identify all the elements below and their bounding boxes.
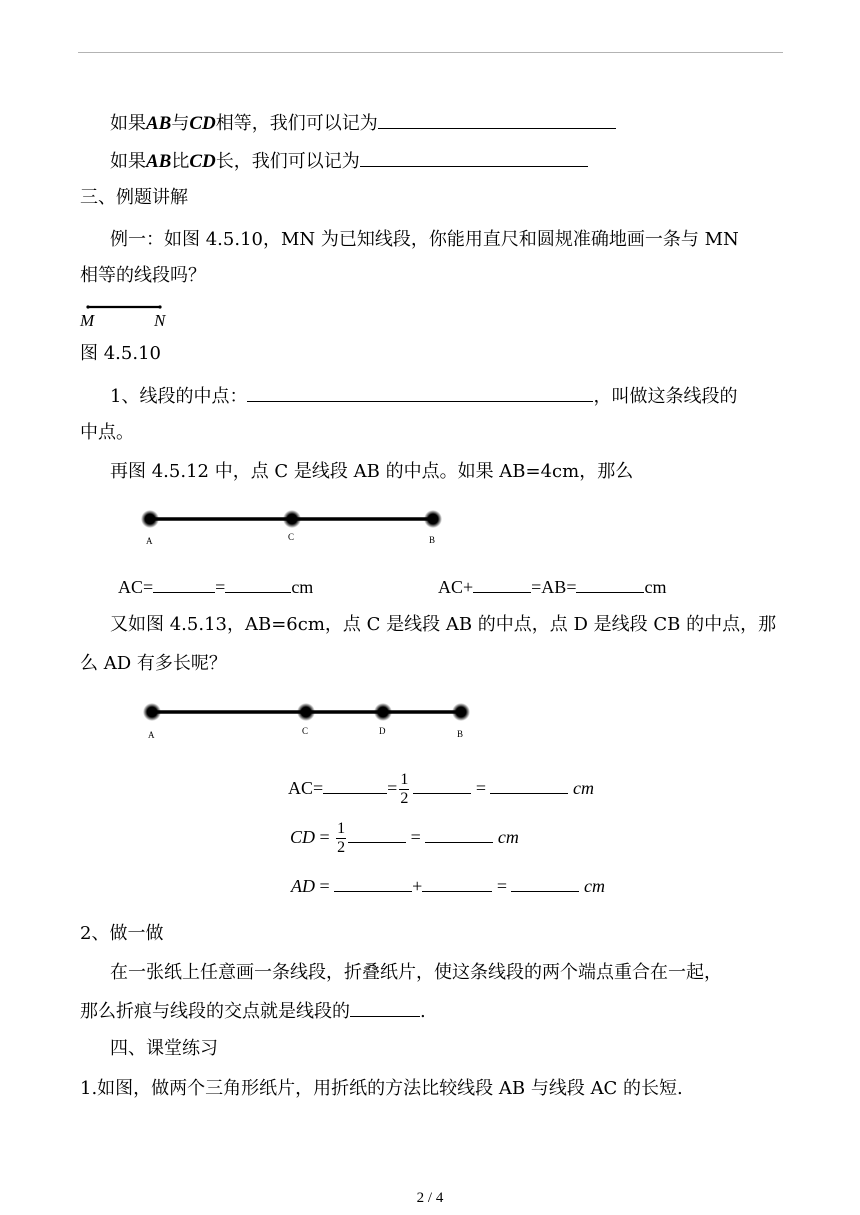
blank-f2-1[interactable]: [348, 824, 406, 843]
formula-cd: CD = $\frac{1}{2}$ = cm: [290, 820, 519, 857]
blank-f2-2[interactable]: [425, 824, 493, 843]
do-it-line-1: 在一张纸上任意画一条线段，折叠纸片，使这条线段的两个端点重合在一起，: [110, 962, 722, 983]
header-rule: [78, 52, 783, 53]
example-3-line-1: 又如图 4.5.13，AB=6cm，点 C 是线段 AB 的中点，点 D 是线段 CB 的中点，那: [110, 614, 777, 635]
equation-ac: AC= = cm: [118, 574, 313, 599]
example-1-line-2: 相等的线段吗？: [80, 265, 206, 286]
label-b: B: [457, 729, 464, 739]
label-a: A: [148, 730, 155, 740]
figure-acdb-segment: [130, 690, 490, 744]
do-it-heading: 2、做一做: [80, 923, 164, 944]
blank-f1-3[interactable]: [490, 775, 568, 794]
blank-f1-1[interactable]: [323, 775, 387, 794]
do-it-line-2: 那么折痕与线段的交点就是线段的 .: [80, 998, 426, 1024]
point-a: [143, 703, 161, 721]
point-c: [297, 703, 315, 721]
formula-ad: AD = + = cm: [291, 866, 605, 906]
midpoint-definition-end: 中点。: [80, 422, 134, 443]
text-ab-longer-cd: 如果AB比CD长，我们可以记为: [110, 148, 588, 174]
point-b: [424, 510, 442, 528]
blank-f3-3[interactable]: [511, 873, 579, 892]
blank-eq-a2[interactable]: [225, 574, 291, 593]
figure-mn-segment: [78, 298, 188, 332]
point-b: [452, 703, 470, 721]
point-a: [141, 510, 159, 528]
blank-do-it[interactable]: [350, 998, 420, 1017]
section-3-heading: 三、例题讲解: [80, 187, 188, 208]
blank-longer[interactable]: [360, 148, 588, 167]
blank-f3-2[interactable]: [422, 873, 492, 892]
section-4-heading: 四、课堂练习: [110, 1038, 218, 1059]
point-c: [283, 510, 301, 528]
equation-ac-plus: AC+ =AB= cm: [438, 574, 666, 599]
label-d: D: [379, 726, 386, 736]
blank-f1-2[interactable]: [413, 775, 471, 794]
label-c: C: [288, 532, 295, 542]
text-ab-equal-cd: 如果AB与CD相等，我们可以记为: [110, 110, 616, 136]
label-b: B: [429, 535, 436, 545]
label-m: M: [80, 311, 95, 330]
midpoint-definition: 1、线段的中点： ，叫做这条线段的: [110, 383, 737, 409]
point-d: [374, 703, 392, 721]
figure-caption-4510: 图 4.5.10: [80, 343, 161, 364]
practice-1: 1.如图，做两个三角形纸片，用折纸的方法比较线段 AB 与线段 AC 的长短.: [80, 1078, 683, 1099]
example-2-text: 再图 4.5.12 中，点 C 是线段 AB 的中点。如果 AB=4cm，那么: [110, 461, 634, 482]
page-number: 2 / 4: [416, 1190, 444, 1206]
blank-eq-b1[interactable]: [473, 574, 531, 593]
label-c: C: [302, 726, 309, 736]
blank-eq-b2[interactable]: [576, 574, 644, 593]
blank-eq-a1[interactable]: [153, 574, 215, 593]
formula-ac: AC= = $\frac{1}{2}$ = cm: [288, 771, 594, 808]
blank-midpoint[interactable]: [247, 383, 593, 402]
figure-acb-segment: [130, 500, 460, 550]
example-1-line-1: 例一：如图 4.5.10，MN 为已知线段，你能用直尺和圆规准确地画一条与 MN: [110, 229, 739, 250]
blank-f3-1[interactable]: [334, 873, 412, 892]
label-a: A: [146, 536, 153, 546]
blank-equal[interactable]: [378, 110, 616, 129]
example-3-line-2: 么 AD 有多长呢？: [80, 653, 227, 674]
label-n: N: [154, 311, 166, 330]
